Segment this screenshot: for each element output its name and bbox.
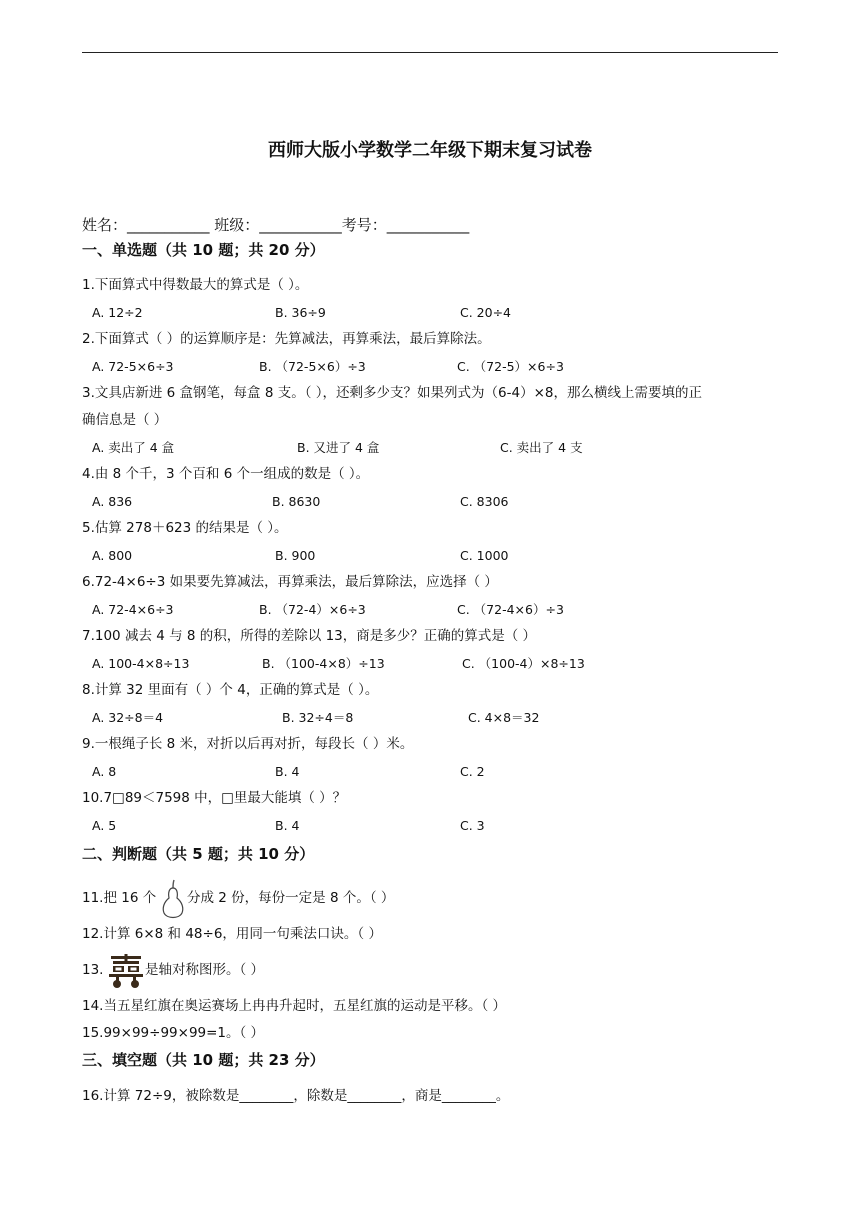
q8-option-b: B. 32÷4＝8 <box>282 710 354 725</box>
q4-option-b: B. 8630 <box>272 494 321 509</box>
q10-option-a: A. 5 <box>92 818 117 833</box>
question-1: 1.下面算式中得数最大的算式是（ ）。 <box>82 277 309 293</box>
question-11-suffix: 分成 2 份，每份一定是 8 个。（ ） <box>187 890 395 906</box>
double-happiness-icon <box>108 954 144 988</box>
question-10: 10.7□89＜7598 中，□里最大能填（ ）？ <box>82 790 347 806</box>
q1-option-b: B. 36÷9 <box>275 305 326 320</box>
question-15: 15.99×99÷99×99=1。（ ） <box>82 1025 265 1041</box>
student-info-line: 姓名：___________ 班级：___________考号：___________ <box>82 216 470 234</box>
q10-option-b: B. 4 <box>275 818 300 833</box>
header-rule <box>82 52 778 53</box>
question-13-prefix: 13. <box>82 962 104 978</box>
question-3: 3.文具店新进 6 盒钢笔，每盒 8 支。（ ），还剩多少支？如果列式为（6-4）×8，那么横线上需要填的正 <box>82 385 702 401</box>
q3-option-c: C. 卖出了 4 支 <box>500 440 583 455</box>
section-heading-true-false: 二、判断题（共 5 题；共 10 分） <box>82 845 315 863</box>
q5-option-b: B. 900 <box>275 548 316 563</box>
q1-option-a: A. 12÷2 <box>92 305 143 320</box>
q2-option-b: B. （72-5×6）÷3 <box>259 359 366 374</box>
question-8: 8.计算 32 里面有（ ）个 4，正确的算式是（ ）。 <box>82 682 379 698</box>
q5-option-c: C. 1000 <box>460 548 509 563</box>
question-6: 6.72-4×6÷3 如果要先算减法，再算乘法，最后算除法，应选择（ ） <box>82 574 498 590</box>
pear-icon <box>160 878 186 920</box>
q7-option-a: A. 100-4×8÷13 <box>92 656 190 671</box>
question-12: 12.计算 6×8 和 48÷6，用同一句乘法口诀。（ ） <box>82 926 382 942</box>
question-4: 4.由 8 个千，3 个百和 6 个一组成的数是（ ）。 <box>82 466 370 482</box>
q10-option-c: C. 3 <box>460 818 485 833</box>
q6-option-b: B. （72-4）×6÷3 <box>259 602 366 617</box>
question-9: 9.一根绳子长 8 米，对折以后再对折，每段长（ ）米。 <box>82 736 414 752</box>
q9-option-a: A. 8 <box>92 764 117 779</box>
q4-option-c: C. 8306 <box>460 494 509 509</box>
section-heading-fill-in: 三、填空题（共 10 题；共 23 分） <box>82 1051 325 1069</box>
q2-option-a: A. 72-5×6÷3 <box>92 359 174 374</box>
q2-option-c: C. （72-5）×6÷3 <box>457 359 564 374</box>
q3-option-a: A. 卖出了 4 盒 <box>92 440 175 455</box>
question-13-suffix: 是轴对称图形。（ ） <box>145 962 265 978</box>
q7-option-c: C. （100-4）×8÷13 <box>462 656 585 671</box>
question-11-prefix: 11.把 16 个 <box>82 890 157 906</box>
q6-option-c: C. （72-4×6）÷3 <box>457 602 564 617</box>
q8-option-a: A. 32÷8＝4 <box>92 710 164 725</box>
q6-option-a: A. 72-4×6÷3 <box>92 602 174 617</box>
question-14: 14.当五星红旗在奥运赛场上冉冉升起时，五星红旗的运动是平移。（ ） <box>82 998 507 1014</box>
q9-option-c: C. 2 <box>460 764 485 779</box>
page-title: 西师大版小学数学二年级下期末复习试卷 <box>268 140 592 161</box>
question-7: 7.100 减去 4 与 8 的积，所得的差除以 13，商是多少？正确的算式是（ ） <box>82 628 537 644</box>
q3-option-b: B. 又进了 4 盒 <box>297 440 380 455</box>
question-3-continued: 确信息是（ ） <box>82 412 168 428</box>
q4-option-a: A. 836 <box>92 494 133 509</box>
question-2: 2.下面算式（ ）的运算顺序是：先算减法，再算乘法，最后算除法。 <box>82 331 491 347</box>
q5-option-a: A. 800 <box>92 548 133 563</box>
q9-option-b: B. 4 <box>275 764 300 779</box>
section-heading-single-choice: 一、单选题（共 10 题；共 20 分） <box>82 241 325 259</box>
q8-option-c: C. 4×8＝32 <box>468 710 540 725</box>
q7-option-b: B. （100-4×8）÷13 <box>262 656 385 671</box>
question-16: 16.计算 72÷9，被除数是________，除数是________，商是________。 <box>82 1088 510 1104</box>
question-5: 5.估算 278＋623 的结果是（ ）。 <box>82 520 288 536</box>
q1-option-c: C. 20÷4 <box>460 305 512 320</box>
